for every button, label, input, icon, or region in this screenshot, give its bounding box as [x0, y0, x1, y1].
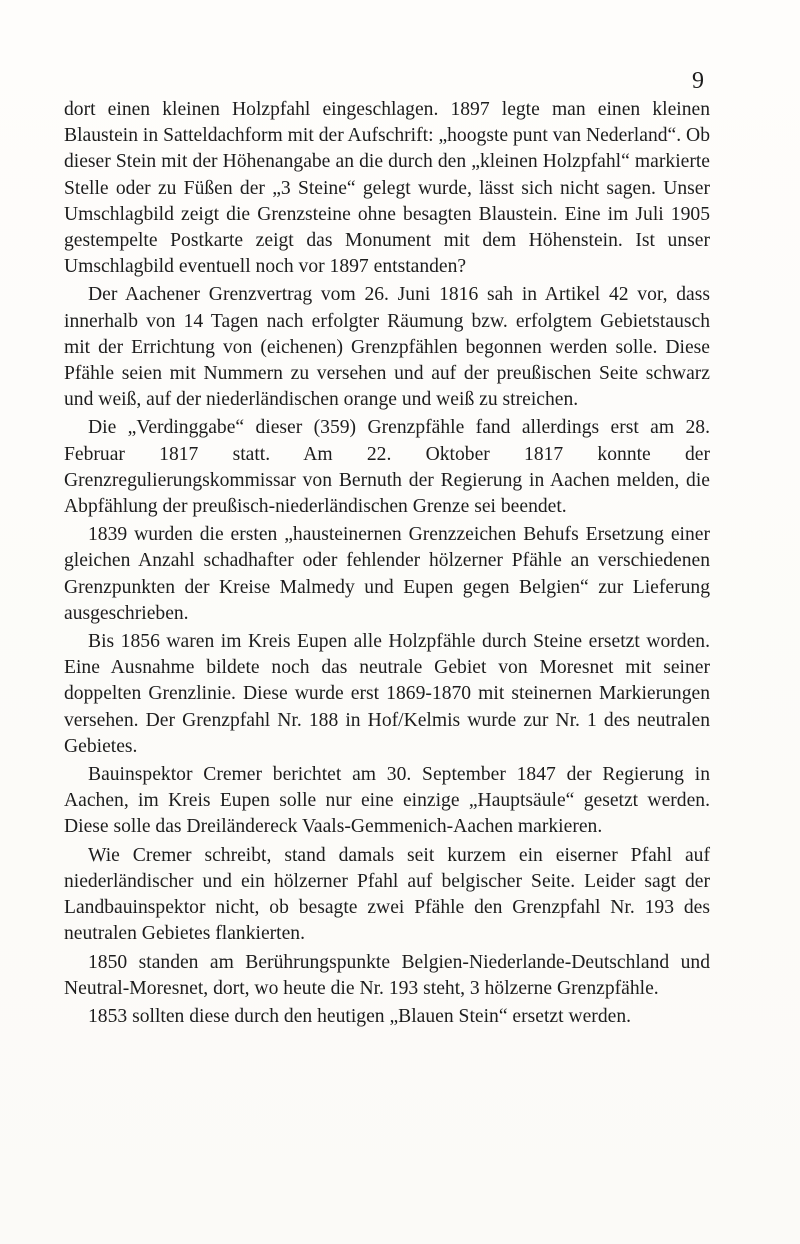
paragraph-9: 1853 sollten diese durch den heutigen „Blauen Stein“ ersetzt werden.: [88, 1005, 632, 1027]
body-text: [64, 97, 710, 1030]
paragraph-7: Wie Cremer schreibt, stand damals seit kurzem ein eiserner Pfahl auf niederländischer und ein hölzerner Pfahl auf belgischer Seite. Leider sagt der Landbauinspektor nicht, ob besagte zwei Pfähle den Grenzpfahl Nr. 193 des neutralen Gebietes flankierten.: [64, 844, 710, 945]
page-number: 9: [692, 68, 704, 94]
paragraph-6: Bauinspektor Cremer berichtet am 30. September 1847 der Regierung in Aachen, im Kreis Eupen solle nur eine einzige „Hauptsäule“ gesetzt werden. Diese solle das Dreiländereck Vaals-Gemmenich-Aachen markieren.: [64, 764, 710, 838]
paragraph-4: 1839 wurden die ersten „hausteinernen Grenzzeichen Behufs Ersetzung einer gleichen Anzahl schadhafter oder fehlender hölzerner Pfähle an verschiedenen Grenzpunkten der Kreise Malmedy und Eupen gegen Belgien“ zur Lieferung ausgeschrieben.: [64, 524, 710, 624]
paragraph-1: dort einen kleinen Holzpfahl eingeschlagen. 1897 legte man einen kleinen Blaustein in Satteldachform mit der Aufschrift: „hoogste punt van Nederland“. Ob dieser Stein mit der Höhenangabe an die durch den „kleinen Holzpfahl“ markierte Stelle oder zu Füßen der „3 Steine“ gelegt wurde, lässt sich nicht sagen. Unser Umschlagbild zeigt die Grenzsteine ohne besagten Blaustein. Eine im Juli 1905 gestempelte Postkarte zeigt das Monument mit dem Höhenstein. Ist unser Umschlagbild eventuell noch vor 1897 entstanden?: [64, 99, 710, 278]
paragraph-5: Bis 1856 waren im Kreis Eupen alle Holzpfähle durch Steine ersetzt worden. Eine Ausnahme bildete noch das neutrale Gebiet von Moresnet mit seiner doppelten Grenzlinie. Diese wurde erst 1869-1870 mit steinernen Markierungen versehen. Der Grenzpfahl Nr. 188 in Hof/Kelmis wurde zur Nr. 1 des neutralen Gebietes.: [64, 631, 710, 757]
paragraph-8: 1850 standen am Berührungspunkte Belgien-Niederlande-Deutschland und Neutral-Moresnet, dort, wo heute die Nr. 193 steht, 3 hölzerne Grenzpfähle.: [64, 951, 710, 999]
paragraph-3: Die „Verdinggabe“ dieser (359) Grenzpfähle fand allerdings erst am 28. Februar 1817 statt. Am 22. Oktober 1817 konnte der Grenzregulierungskommissar von Bernuth der Regierung in Aachen melden, die Abpfählung der preußisch-niederländischen Grenze sei beendet.: [64, 417, 710, 518]
paragraph-2: Der Aachener Grenzvertrag vom 26. Juni 1816 sah in Artikel 42 vor, dass innerhalb von 14 Tagen nach erfolgter Räumung bzw. erfolgtem Gebietstausch mit der Errichtung von (eichenen) Grenzpfählen begonnen werden solle. Diese Pfähle seien mit Nummern zu versehen und auf der preußischen Seite schwarz und weiß, auf der niederländischen orange und weiß zu streichen.: [64, 284, 710, 411]
